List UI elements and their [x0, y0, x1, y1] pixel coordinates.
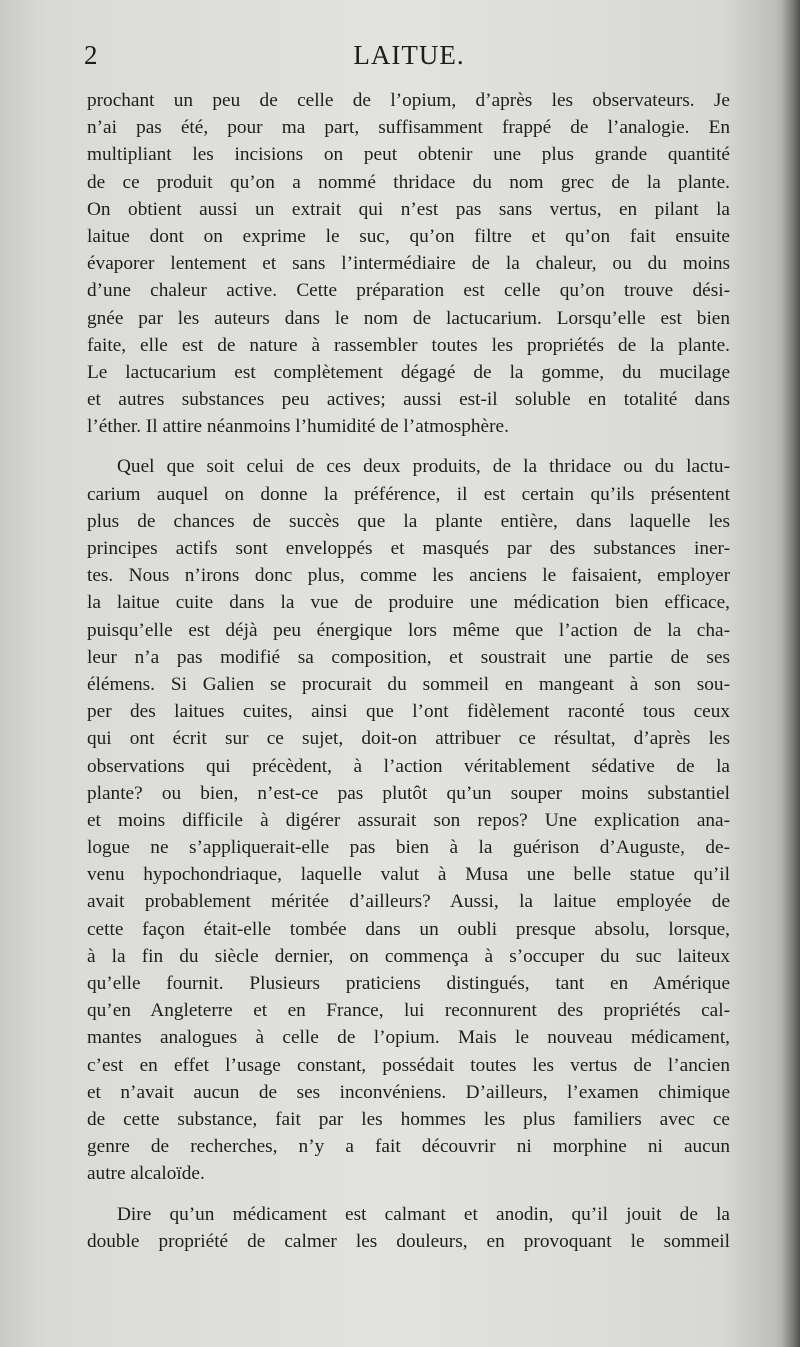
paragraph	[87, 453, 730, 1187]
text-line: gnée par les auteurs dans le nom de lactucarium. Lorsqu’elle est bien	[87, 307, 730, 329]
text-line: de ce produit qu’on a nommé thridace du nom grec de la plante.	[87, 171, 730, 193]
running-title: LAITUE.	[353, 40, 465, 70]
paragraph-gap	[87, 1188, 730, 1201]
text-line: prochant un peu de celle de l’opium, d’après les observateurs. Je	[87, 90, 730, 111]
text-line: puisqu’elle est déjà peu énergique lors même que l’action de la cha-	[87, 619, 730, 641]
body-text	[87, 87, 730, 1255]
text-line: et moins difficile à digérer assurait son repos? Une explication ana-	[87, 809, 730, 831]
text-line: d’une chaleur active. Cette préparation est celle qu’on trouve dési-	[87, 280, 730, 302]
text-line: venu hypochondriaque, laquelle valut à Musa une belle statue qu’il	[87, 864, 730, 886]
text-line: et autres substances peu actives; aussi est-il soluble en totalité dans	[87, 389, 730, 411]
text-line: principes actifs sont enveloppés et masqués par des substances iner-	[87, 538, 730, 559]
text-line: et n’avait aucun de ses inconvéniens. D’ailleurs, l’examen chimique	[87, 1081, 730, 1103]
text-line: cette façon était-elle tombée dans un oubli presque absolu, lorsque,	[87, 918, 730, 940]
text-line: leur n’a pas modifié sa composition, et soustrait une partie de ses	[87, 646, 730, 668]
text-line: tes. Nous n’irons donc plus, comme les anciens le faisaient, employer	[87, 565, 730, 587]
text-line: On obtient aussi un extrait qui n’est pas sans vertus, en pilant la	[87, 198, 730, 220]
text-line: avait probablement méritée d’ailleurs? Aussi, la laitue employée de	[87, 891, 730, 913]
page-edge-shadow	[782, 0, 800, 1347]
text-line: genre de recherches, n’y a fait découvrir ni morphine ni aucun	[87, 1136, 730, 1158]
text-line: plus de chances de succès que la plante entière, dans laquelle les	[87, 510, 730, 532]
text-line: observations qui précèdent, à l’action véritablement sédative de la	[87, 755, 730, 777]
page-header	[84, 40, 734, 80]
text-line: Quel que soit celui de ces deux produits, de la thridace ou du lactu-	[117, 456, 730, 478]
text-line: la laitue cuite dans la vue de produire une médication bien efficace,	[87, 592, 730, 614]
text-line: Dire qu’un médicament est calmant et anodin, qu’il jouit de la	[117, 1203, 730, 1225]
text-line: qu’en Angleterre et en France, lui reconnurent des propriétés cal-	[87, 1000, 730, 1022]
text-line: laitue dont on exprime le suc, qu’on filtre et qu’on fait ensuite	[87, 225, 730, 247]
text-line: double propriété de calmer les douleurs, en provoquant le sommeil	[87, 1230, 730, 1252]
text-line: Le lactucarium est complètement dégagé de la gomme, du mucilage	[87, 361, 730, 383]
paragraph	[87, 87, 730, 440]
page-number: 2	[84, 40, 98, 70]
text-line: évaporer lentement et sans l’intermédiaire de la chaleur, ou du moins	[87, 253, 730, 275]
text-line: qui ont écrit sur ce sujet, doit-on attribuer ce résultat, d’après les	[87, 728, 730, 750]
paragraph	[87, 1201, 730, 1255]
text-line: élémens. Si Galien se procurait du sommeil en mangeant à son sou-	[87, 673, 730, 695]
text-line: l’éther. Il attire néanmoins l’humidité de l’atmosphère.	[87, 416, 509, 438]
text-line: per des laitues cuites, ainsi que l’ont fidèlement raconté tous ceux	[87, 701, 730, 723]
text-line: carium auquel on donne la préférence, il est certain qu’ils présentent	[87, 483, 730, 505]
text-line: logue ne s’appliquerait-elle pas bien à la guérison d’Auguste, de-	[87, 837, 730, 859]
text-line: n’ai pas été, pour ma part, suffisamment frappé de l’analogie. En	[87, 117, 730, 139]
text-line: qu’elle fournit. Plusieurs praticiens distingués, tant en Amérique	[87, 973, 730, 994]
text-line: autre alcaloïde.	[87, 1163, 205, 1185]
text-line: à la fin du siècle dernier, on commença à s’occuper du suc laiteux	[87, 945, 730, 967]
text-line: mantes analogues à celle de l’opium. Mais le nouveau médicament,	[87, 1027, 730, 1049]
paragraph-gap	[87, 440, 730, 453]
text-line: plante? ou bien, n’est-ce pas plutôt qu’un souper moins substantiel	[87, 782, 730, 804]
text-line: faite, elle est de nature à rassembler toutes les propriétés de la plante.	[87, 334, 730, 356]
text-line: c’est en effet l’usage constant, possédait toutes les vertus de l’ancien	[87, 1054, 730, 1076]
text-line: de cette substance, fait par les hommes les plus familiers avec ce	[87, 1108, 730, 1130]
text-line: multipliant les incisions on peut obtenir une plus grande quantité	[87, 144, 730, 166]
